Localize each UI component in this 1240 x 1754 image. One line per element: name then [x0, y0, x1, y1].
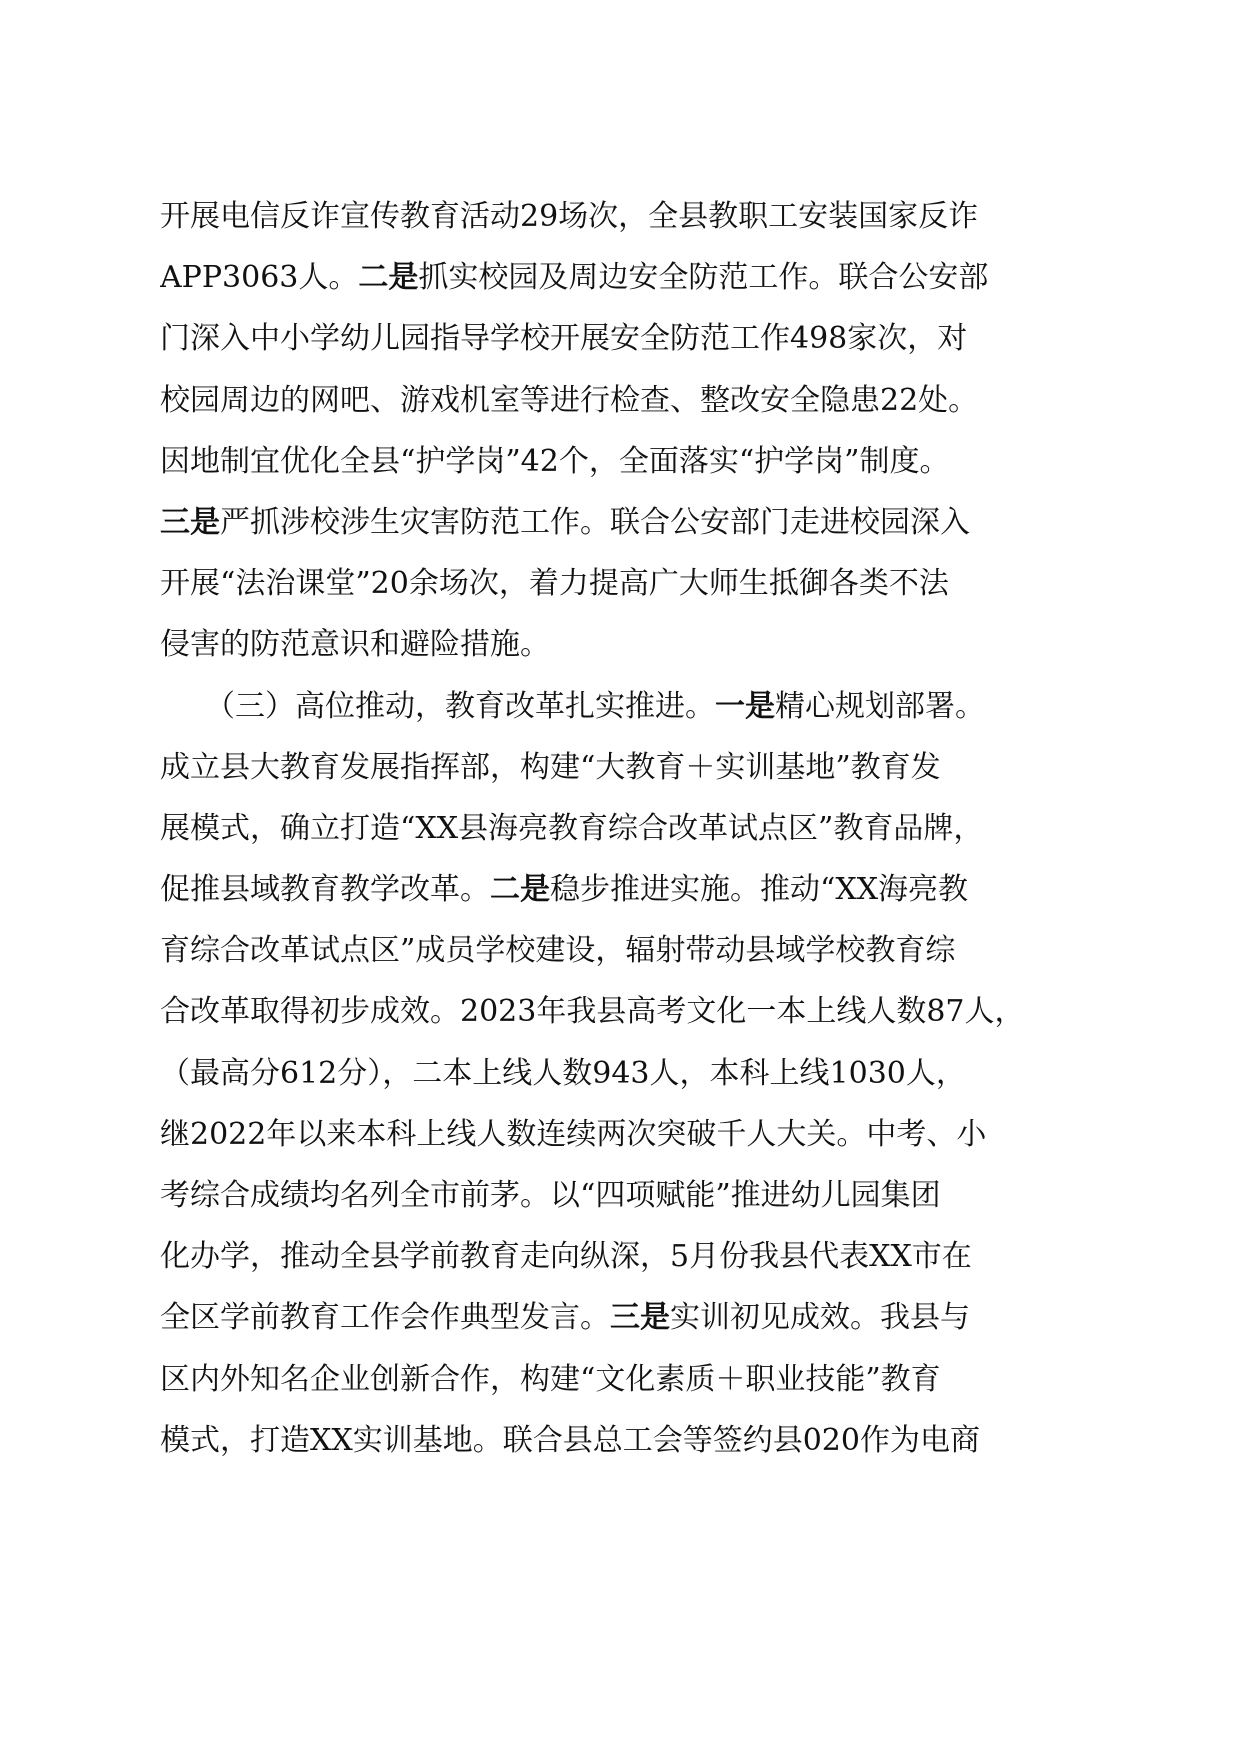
text-run: 校园周边的网吧、游戏机室等进行检查、整改安全隐患22处。 — [160, 382, 979, 418]
text-run: 严抓涉校涉生灾害防范工作。联合公安部门走进校园深入 — [220, 504, 970, 540]
text-line — [160, 1104, 1100, 1165]
ordinal-marker: 三是 — [160, 504, 220, 540]
ordinal-marker: 二是 — [358, 260, 419, 296]
text-run: （最高分612分），二本上线人数943人，本科上线1030人， — [160, 1055, 966, 1091]
text-line — [160, 614, 1100, 675]
text-run: 化办学，推动全县学前教育走向纵深，5月份我县代表XX市在 — [160, 1239, 972, 1275]
text-run: 实训初见成效。我县与 — [670, 1300, 970, 1336]
text-run: 因地制宜优化全县“护学岗”42个，全面落实“护学岗”制度。 — [160, 443, 950, 479]
text-run: 全区学前教育工作会作典型发言。 — [160, 1300, 610, 1336]
text-line — [160, 186, 1100, 247]
ordinal-marker: 一是 — [715, 688, 775, 724]
text-run: 成立县大教育发展指挥部，构建“大教育＋实训基地”教育发 — [160, 749, 941, 785]
text-line — [160, 1165, 1100, 1226]
text-run: 继2022年以来本科上线人数连续两次突破千人大关。中考、小 — [160, 1116, 987, 1152]
text-line — [160, 431, 1100, 492]
text-run: 稳步推进实施。推动“XX海亮教 — [550, 872, 969, 908]
text-run: 抓实校园及周边安全防范工作。联合公安部 — [418, 260, 989, 296]
text-line — [160, 798, 1100, 859]
text-line — [160, 492, 1100, 553]
body-text — [160, 186, 1100, 1471]
text-line — [160, 1043, 1100, 1104]
text-run: 门深入中小学幼儿园指导学校开展安全防范工作498家次，对 — [160, 321, 968, 357]
text-line — [160, 859, 1100, 920]
section-heading-line — [160, 676, 1100, 737]
text-run: 侵害的防范意识和避险措施。 — [160, 627, 550, 663]
text-line — [160, 981, 1100, 1042]
ordinal-marker: 三是 — [610, 1300, 670, 1336]
text-line — [160, 553, 1100, 614]
text-line — [160, 1287, 1100, 1348]
text-run: 开展电信反诈宣传教育活动29场次，全县教职工安装国家反诈 — [160, 199, 979, 234]
text-line — [160, 920, 1100, 981]
text-run: 区内外知名企业创新合作，构建“文化素质＋职业技能”教育 — [160, 1361, 941, 1397]
text-line — [160, 370, 1100, 431]
text-run: 合改革取得初步成效。2023年我县高考文化一本上线人数87人， — [160, 994, 1025, 1030]
text-line — [160, 737, 1100, 798]
text-line — [160, 247, 1100, 308]
text-run: 模式，打造XX实训基地。联合县总工会等签约县020作为电商 — [160, 1422, 980, 1458]
text-run: 育综合改革试点区”成员学校建设，辐射带动县域学校教育综 — [160, 933, 956, 969]
text-run: 开展“法治课堂”20余场次，着力提高广大师生抵御各类不法 — [160, 566, 949, 602]
text-run: 展模式，确立打造“XX县海亮教育综合改革试点区”教育品牌， — [160, 810, 984, 846]
ordinal-marker: 二是 — [490, 872, 550, 908]
text-line — [160, 1226, 1100, 1287]
text-run: 考综合成绩均名列全市前茅。以“四项赋能”推进幼儿园集团 — [160, 1178, 941, 1213]
text-line — [160, 1410, 1100, 1471]
text-run: APP3063人。 — [160, 260, 359, 296]
section-heading: （三）高位推动，教育改革扎实推进。 — [160, 688, 715, 724]
text-line — [160, 308, 1100, 369]
text-run: 促推县域教育教学改革。 — [160, 872, 490, 908]
text-line — [160, 1349, 1100, 1410]
text-run: 精心规划部署。 — [775, 688, 985, 724]
